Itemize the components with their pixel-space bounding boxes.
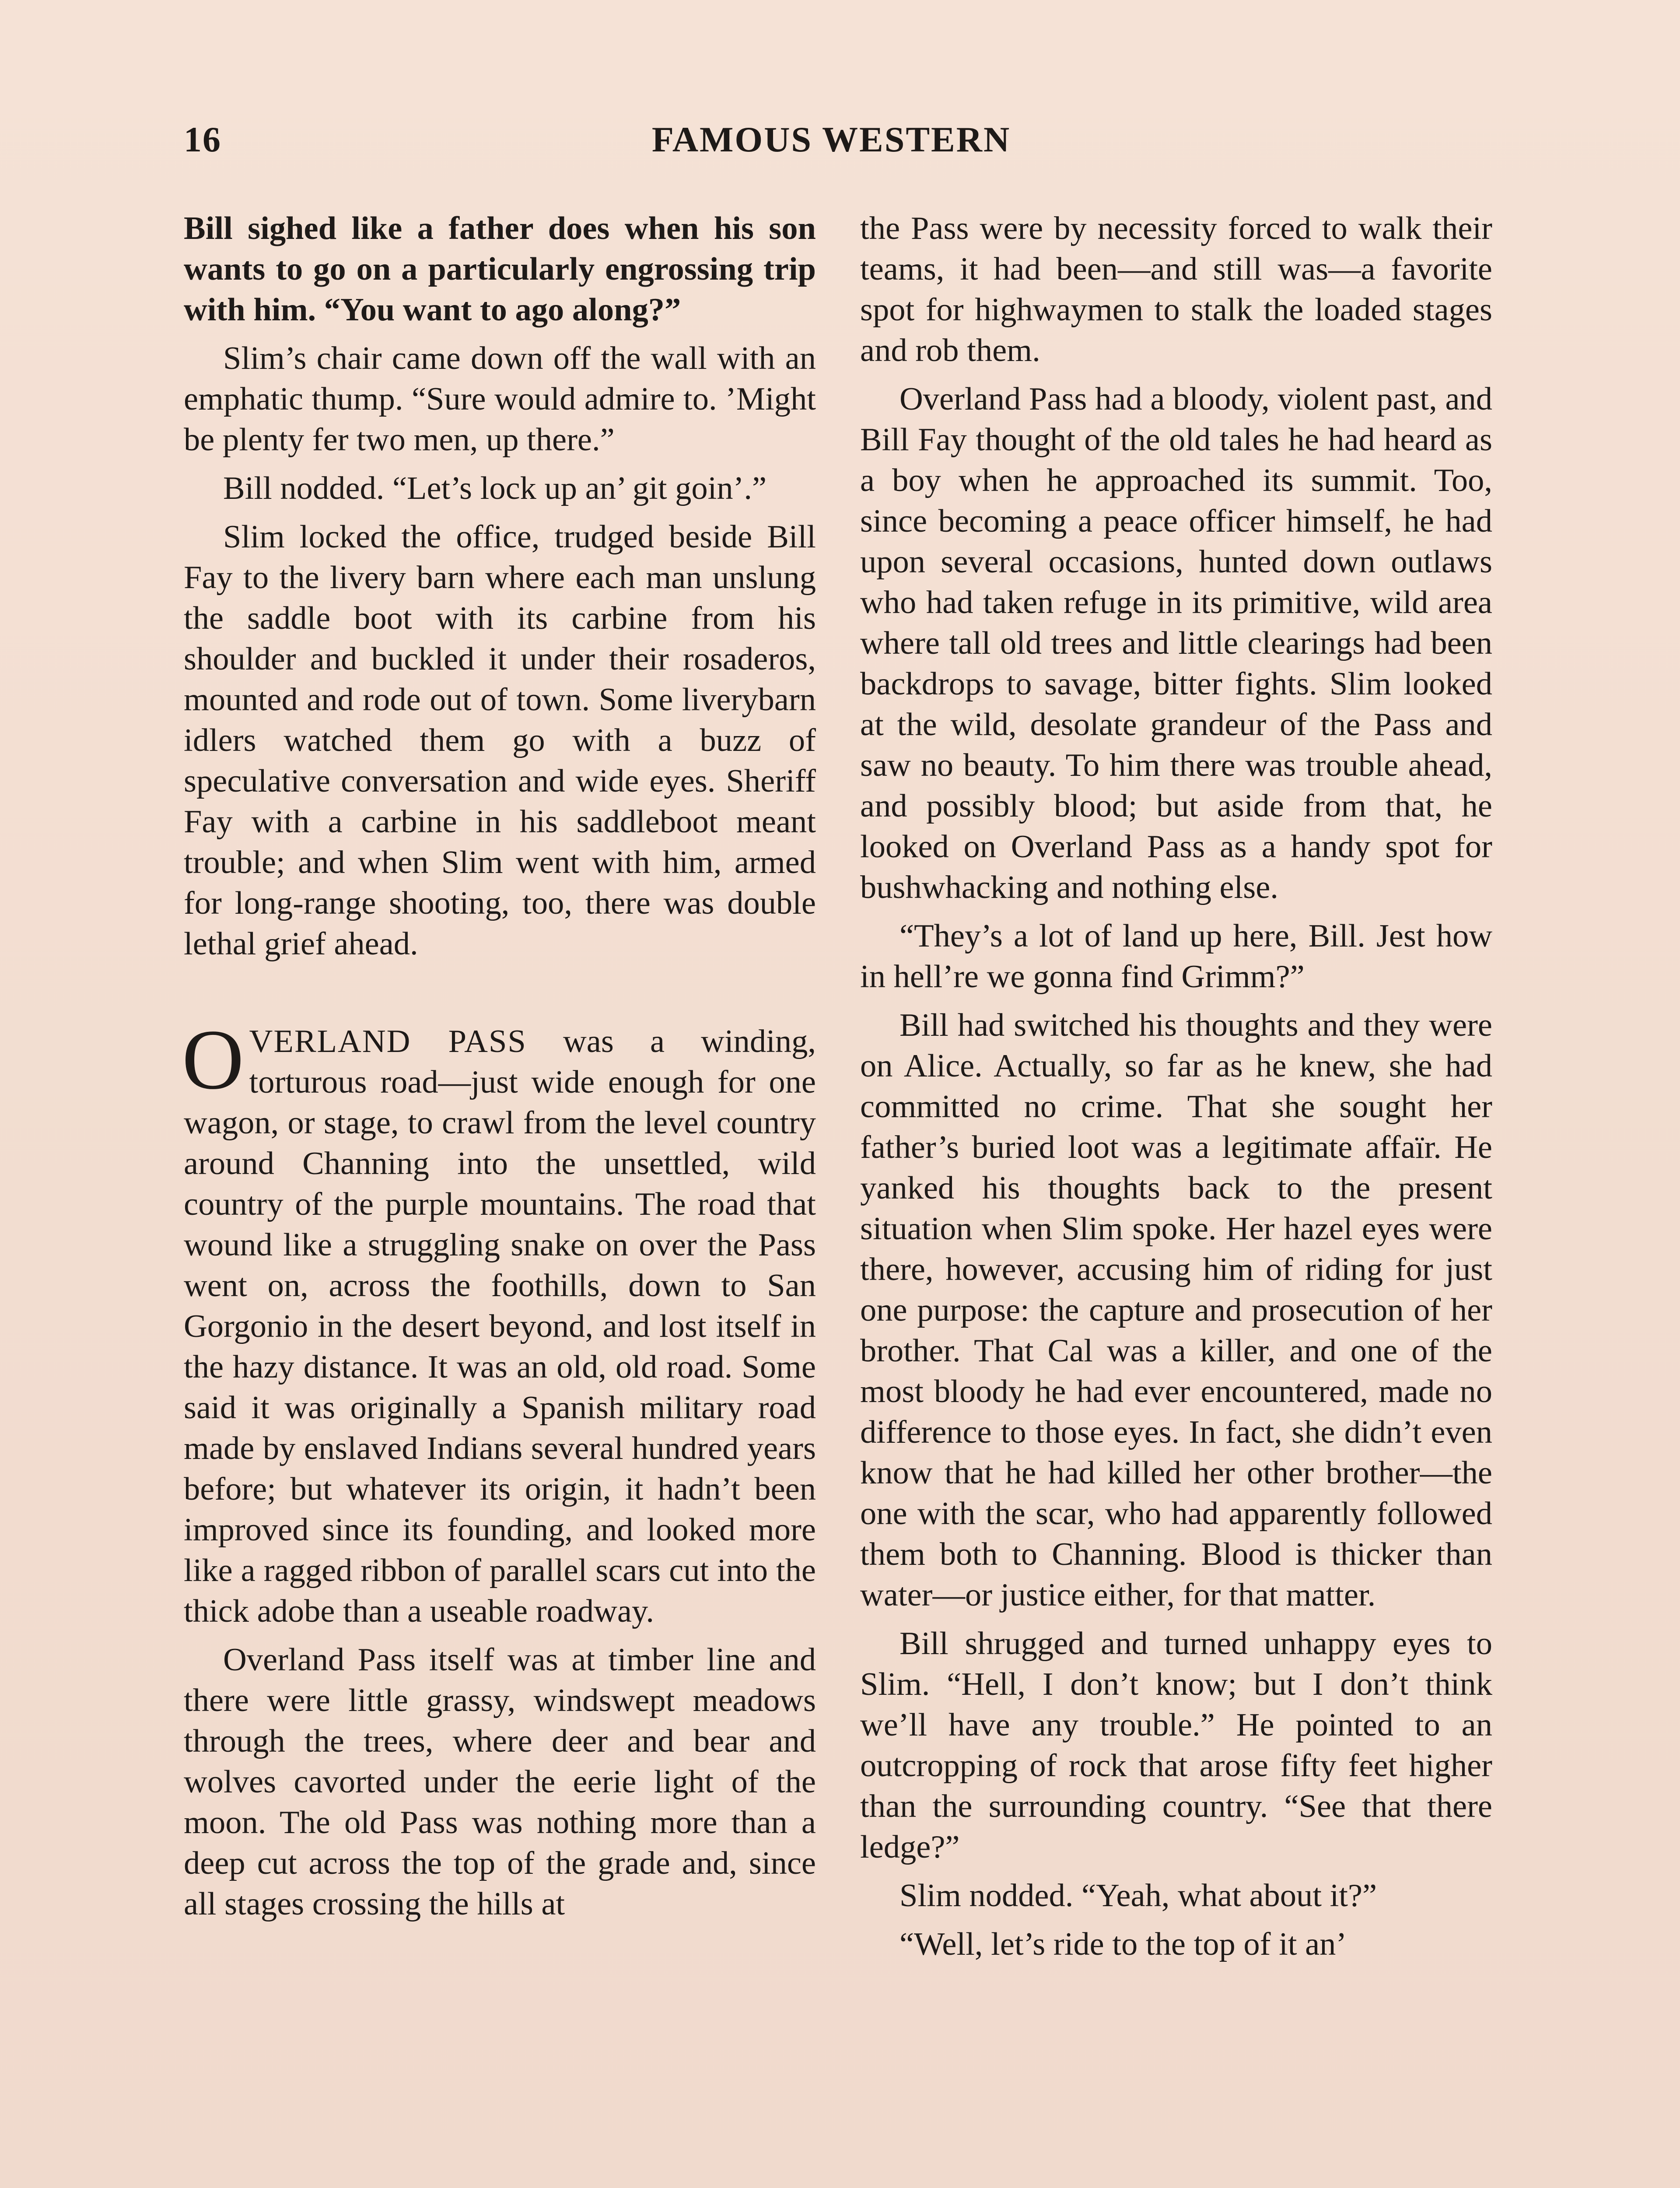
paragraph-text: was a winding, torturous road—just wide enough for one wagon, or stage, to crawl from the level country around Channing into the unsettled, wild country of the purple mountains. The road that wound like a struggling snake on over the Pass went on, across the foothills, down to San Gorgonio in the desert beyond, and lost itself in the hazy distance. It was an old, old road. Some said it was originally a Spanish military road made by enslaved Indians several hundred years before; but whatever its origin, it hadn’t been improved since its founding, and looked more like a ragged ribbon of parallel scars cut into the thick adobe than a useable roadway. [184, 1024, 816, 1629]
paragraph: Bill had switched his thoughts and they were on Alice. Actually, so far as he knew, she had committed no crime. That she sought her father’s buried loot was a legitimate affaïr. He yanked his thoughts back to the present situation when Slim spoke. Her hazel eyes were there, however, accusing him of riding for just one purpose: the capture and prosecution of her brother. That Cal was a killer, and one of the most bloody he had ever encountered, made no difference to those eyes. In fact, she didn’t even know that he had killed her other brother—the one with the scar, who had apparently followed them both to Channing. Blood is thicker than water—or justice either, for that matter. [860, 1007, 1492, 1613]
page-number: 16 [184, 119, 221, 159]
paragraph: Bill sighed like a father does when his son wants to go on a particularly engrossing trip with him. “You want to ago along?” [184, 210, 816, 328]
left-column [184, 208, 816, 2188]
section-opening-paragraph [182, 1012, 816, 1632]
paragraph: the Pass were by necessity forced to walk their teams, it had been—and still was—a favorite spot for highwaymen to stalk the loaded stages and rob them. [860, 210, 1492, 368]
page-header [184, 119, 1479, 172]
paragraph: “Well, let’s ride to the top of it an’ [900, 1926, 1347, 1962]
paragraph: Slim nodded. “Yeah, what about it?” [900, 1878, 1377, 1914]
paragraph: Bill shrugged and turned unhappy eyes to Slim. “Hell, I don’t know; but I don’t think we’ll have any trouble.” He pointed to an outcropping of rock that arose fifty feet higher than the surrounding country. “See that there ledge?” [860, 1626, 1492, 1865]
paragraph: Overland Pass had a bloody, violent past, and Bill Fay thought of the old tales he had heard as a boy when he approached its summit. Too, since becoming a peace officer himself, he had upon several occasions, hunted down outlaws who had taken refuge in its primitive, wild area where tall old trees and little clearings had been backdrops to savage, bitter fights. Slim looked at the wild, desolate grandeur of the Pass and saw no beauty. To him there was trouble ahead, and possibly blood; but aside from that, he looked on Overland Pass as a handy spot for bushwhacking and nothing else. [860, 381, 1492, 905]
right-column [860, 208, 1492, 2188]
paragraph: Slim’s chair came down off the wall with an emphatic thump. “Sure would admire to. ’Might be plenty fer two men, up there.” [184, 340, 816, 458]
small-caps-lead: VERLAND PASS [249, 1024, 527, 1059]
paragraph: Overland Pass itself was at timber line and there were little grassy, windswept meadows through the trees, where deer and bear and wolves cavorted under the eerie light of the moon. The old Pass was nothing more than a deep cut across the top of the grade and, since all stages crossing the hills at [184, 1642, 816, 1922]
running-title: FAMOUS WESTERN [651, 119, 1011, 159]
paragraph: Slim locked the office, trudged beside Bill Fay to the livery barn where each man unslung the saddle boot with its carbine from his shoulder and buckled it under their rosaderos, mounted and rode out of town. Some liverybarn idlers watched them go with a buzz of speculative conversation and wide eyes. Sheriff Fay with a carbine in his saddleboot meant trouble; and when Slim went with him, armed for long-range shooting, too, there was double lethal grief ahead. [184, 519, 816, 962]
paragraph: “They’s a lot of land up here, Bill. Jest how in hell’re we gonna find Grimm?” [860, 918, 1492, 995]
drop-cap: O [182, 1012, 244, 1107]
paragraph: Bill nodded. “Let’s lock up an’ git goin’.” [223, 470, 767, 506]
